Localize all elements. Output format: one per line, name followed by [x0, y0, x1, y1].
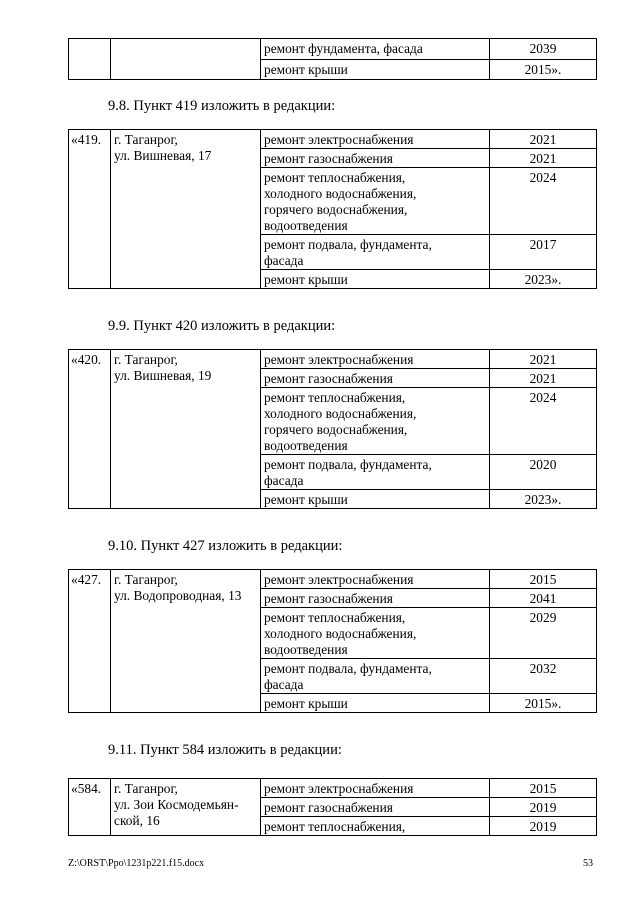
year-cell: 2041 — [490, 589, 597, 608]
work-cell: ремонт крыши — [261, 694, 490, 713]
section-heading: 9.10. Пункт 427 изложить в редакции: — [108, 538, 343, 554]
work-cell: ремонт теплоснабжения, — [261, 817, 490, 836]
work-cell: ремонт газоснабжения — [261, 149, 490, 168]
work-cell: ремонт подвала, фундамента, фасада — [261, 455, 490, 490]
work-cell: ремонт теплоснабжения, холодного водоснабжения, горячего водоснабжения, водоотведения — [261, 168, 490, 235]
section-table — [68, 569, 597, 713]
year-cell: 2015 — [490, 779, 597, 798]
address-cell — [111, 39, 261, 80]
section-heading: 9.11. Пункт 584 изложить в редакции: — [108, 742, 342, 758]
work-cell: ремонт электроснабжения — [261, 570, 490, 589]
year-cell: 2021 — [490, 130, 597, 149]
work-cell: ремонт крыши — [261, 60, 490, 80]
continuation-table — [68, 38, 597, 80]
year-cell: 2015». — [490, 694, 597, 713]
footer-file-path: Z:\ORST\Ppo\1231p221.f15.docx — [68, 858, 205, 869]
num-cell: «427. — [69, 570, 111, 713]
year-cell: 2017 — [490, 235, 597, 270]
section-table — [68, 129, 597, 289]
section-table — [68, 778, 597, 836]
year-cell: 2032 — [490, 659, 597, 694]
year-cell: 2020 — [490, 455, 597, 490]
work-cell: ремонт газоснабжения — [261, 798, 490, 817]
table-row — [69, 570, 597, 589]
work-cell: ремонт крыши — [261, 490, 490, 509]
year-cell: 2015 — [490, 570, 597, 589]
table-row — [69, 39, 597, 60]
year-cell: 2023». — [490, 270, 597, 289]
address-cell: г. Таганрог, ул. Вишневая, 17 — [111, 130, 261, 289]
work-cell: ремонт электроснабжения — [261, 350, 490, 369]
year-cell: 2023». — [490, 490, 597, 509]
work-cell: ремонт подвала, фундамента, фасада — [261, 659, 490, 694]
section-heading: 9.8. Пункт 419 изложить в редакции: — [108, 98, 336, 114]
work-cell: ремонт подвала, фундамента, фасада — [261, 235, 490, 270]
work-cell: ремонт теплоснабжения, холодного водоснабжения, горячего водоснабжения, водоотведения — [261, 388, 490, 455]
table-row — [69, 130, 597, 149]
year-cell: 2021 — [490, 350, 597, 369]
year-cell: 2019 — [490, 798, 597, 817]
num-cell — [69, 39, 111, 80]
num-cell: «420. — [69, 350, 111, 509]
work-cell: ремонт газоснабжения — [261, 369, 490, 388]
footer-page-number: 53 — [583, 858, 593, 869]
year-cell: 2015». — [490, 60, 597, 80]
year-cell: 2021 — [490, 149, 597, 168]
work-cell: ремонт электроснабжения — [261, 779, 490, 798]
year-cell: 2029 — [490, 608, 597, 659]
table-row — [69, 779, 597, 798]
work-cell: ремонт электроснабжения — [261, 130, 490, 149]
year-cell: 2019 — [490, 817, 597, 836]
work-cell: ремонт фундамента, фасада — [261, 39, 490, 60]
num-cell: «584. — [69, 779, 111, 836]
year-cell: 2021 — [490, 369, 597, 388]
year-cell: 2024 — [490, 168, 597, 235]
work-cell: ремонт крыши — [261, 270, 490, 289]
address-cell: г. Таганрог, ул. Зои Космодемьян- ской, 16 — [111, 779, 261, 836]
year-cell: 2024 — [490, 388, 597, 455]
table-row — [69, 350, 597, 369]
section-heading: 9.9. Пункт 420 изложить в редакции: — [108, 318, 336, 334]
address-cell: г. Таганрог, ул. Вишневая, 19 — [111, 350, 261, 509]
work-cell: ремонт теплоснабжения, холодного водоснабжения, водоотведения — [261, 608, 490, 659]
work-cell: ремонт газоснабжения — [261, 589, 490, 608]
year-cell: 2039 — [490, 39, 597, 60]
num-cell: «419. — [69, 130, 111, 289]
section-table — [68, 349, 597, 509]
address-cell: г. Таганрог, ул. Водопроводная, 13 — [111, 570, 261, 713]
